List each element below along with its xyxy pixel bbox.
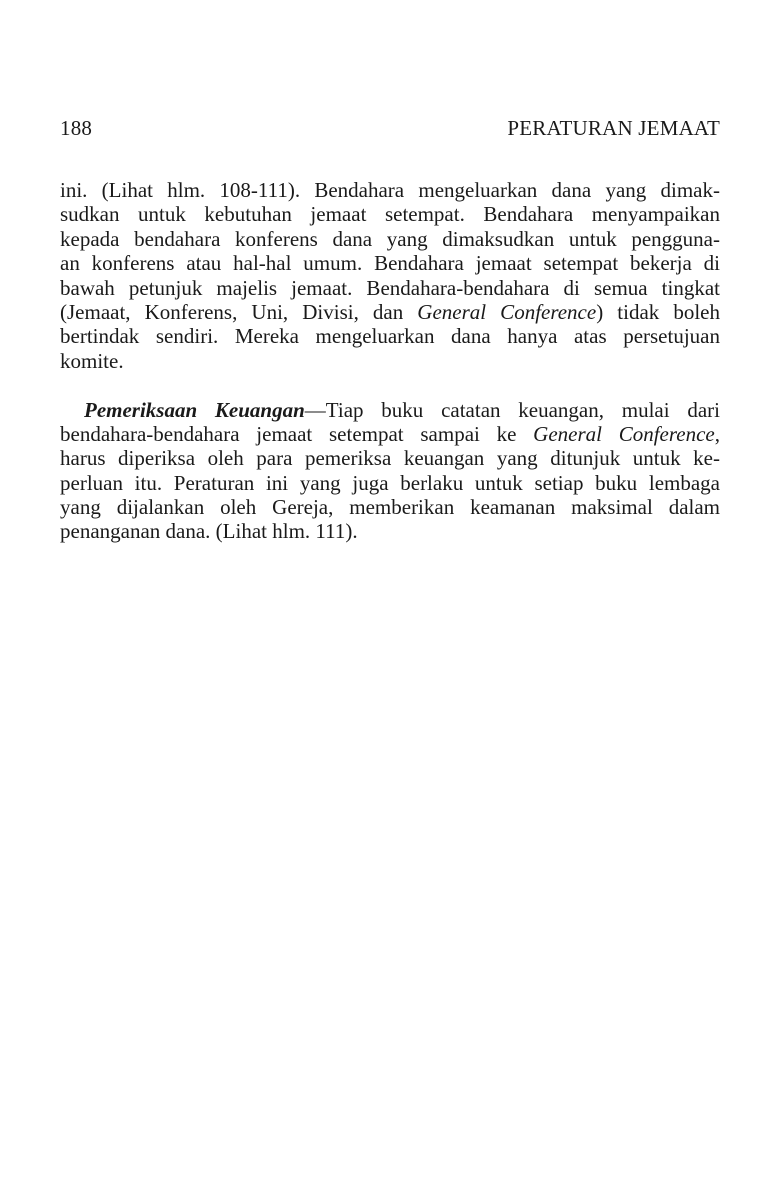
paragraph-spacer [60, 373, 720, 397]
running-header [60, 116, 720, 146]
text-line: sudkan untuk kebutuhan jemaat setempat. Bendahara menyampaikan [60, 202, 720, 227]
text-line: bertindak sendiri. Mereka mengeluarkan dana hanya atas persetujuan [60, 324, 720, 349]
text-line [60, 300, 720, 324]
text-line [60, 422, 720, 446]
text-line: harus diperiksa oleh para pemeriksa keuangan yang ditunjuk untuk ke- [60, 446, 720, 471]
text-line: bawah petunjuk majelis jemaat. Bendahara-bendahara di semua tingkat [60, 275, 720, 300]
text-segment: —Tiap buku catatan keuangan, mulai dari [304, 397, 720, 422]
text-line: kepada bendahara konferens dana yang dimaksudkan untuk pengguna- [60, 226, 720, 251]
text-segment: , [714, 421, 720, 446]
section-heading: Pemeriksaan Keuangan [84, 397, 305, 422]
page-number: 188 [60, 116, 93, 140]
text-line [60, 398, 720, 422]
body-text [60, 178, 720, 544]
text-line: yang dijalankan oleh Gereja, memberikan keamanan maksimal dalam [60, 495, 720, 520]
italic-term: General Conference [417, 299, 597, 324]
italic-term: General Conference [533, 421, 715, 446]
text-segment: ) tidak boleh [596, 299, 720, 324]
text-line: komite. [60, 348, 124, 373]
text-line: ini. (Lihat hlm. 108-111). Bendahara mengeluarkan dana yang dimak- [60, 178, 720, 202]
text-segment: (Jemaat, Konferens, Uni, Divisi, dan [60, 299, 418, 324]
running-title: PERATURAN JEMAAT [507, 116, 720, 140]
text-line: an konferens atau hal-hal umum. Bendahara jemaat setempat bekerja di [60, 251, 720, 276]
text-segment: bendahara-bendahara jemaat setempat sampai ke [60, 421, 534, 446]
text-line: perluan itu. Peraturan ini yang juga berlaku untuk setiap buku lembaga [60, 470, 720, 495]
paragraph-treasurer-duties [60, 178, 720, 373]
paragraph-financial-audit [60, 398, 720, 544]
text-line: penanganan dana. (Lihat hlm. 111). [60, 519, 358, 544]
